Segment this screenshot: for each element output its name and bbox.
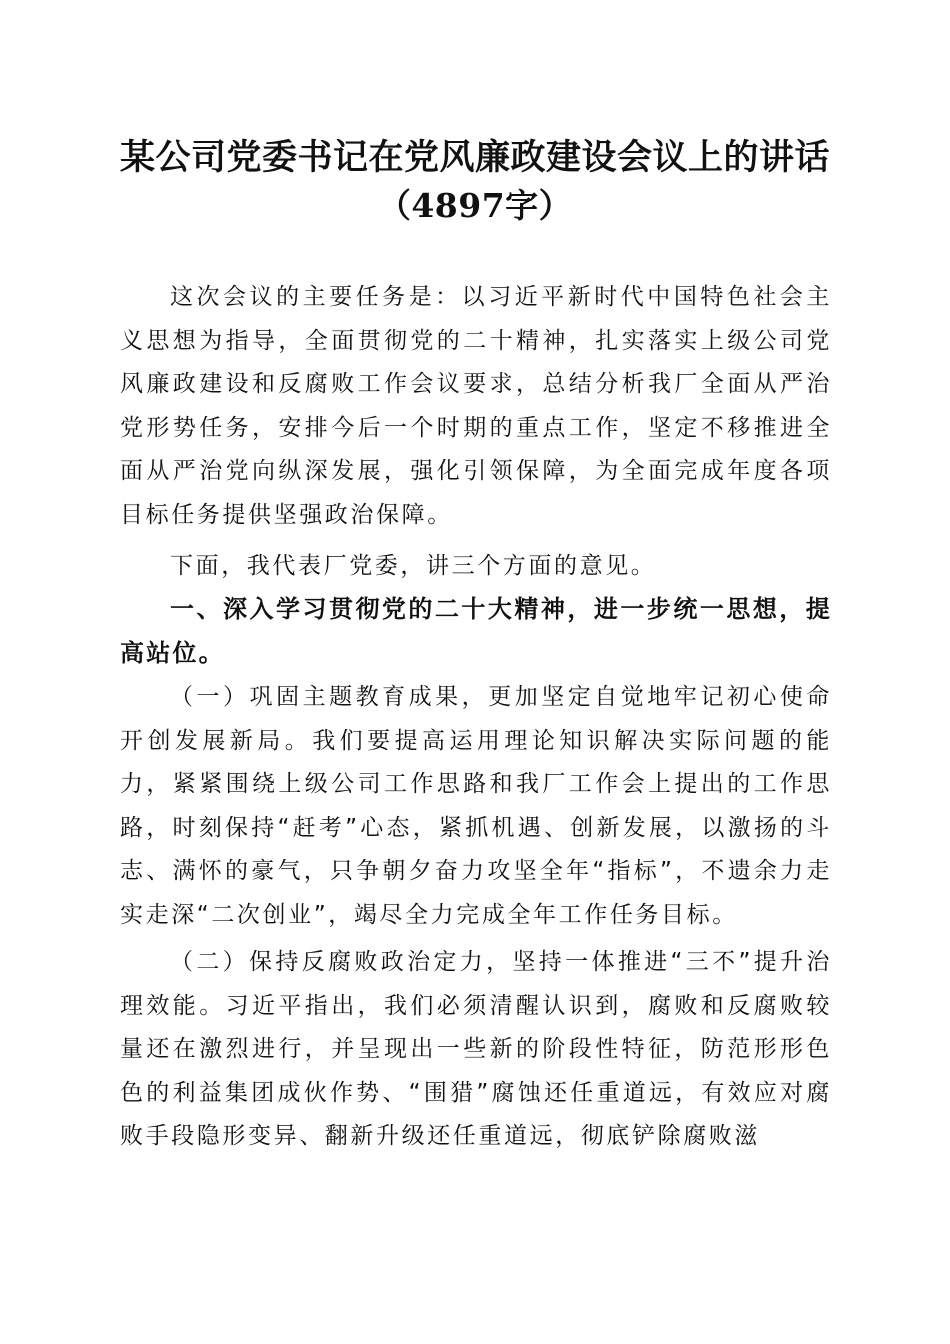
document-title: 某公司党委书记在党风廉政建设会议上的讲话 xyxy=(119,137,830,178)
paragraph-intro: 这次会议的主要任务是：以习近平新时代中国特色社会主义思想为指导，全面贯彻党的二十精神，扎实落实上级公司党风廉政建设和反腐败工作会议要求，总结分析我厂全面从严治党形势任务，安排今后一个时期的重点工作，坚定不移推进全面从严治党向纵深发展，强化引领保障，为全面完成年度各项目标任务提供坚强政治保障。 xyxy=(120,284,832,528)
section-1-1-body: 我们要提高运用理论知识解决实际问题的能力，紧紧围绕上级公司工作思路和我厂工作会上提出的工作思路，时刻保持“赶考”心态，紧抓机遇、创新发展，以激扬的斗志、满怀的豪气，只争朝夕奋力攻坚全年“指标”，不遗余力走实走深“二次创业”，竭尽全力完成全年工作任务目标。 xyxy=(120,727,833,928)
paragraph-section-1-2 xyxy=(120,941,832,1159)
section-heading-1: 一、深入学习贯彻党的二十大精神，进一步统一思想，提高站位。 xyxy=(120,595,832,667)
section-1-2-label: （二）保持反腐败政治定力，坚持一体推进“三不”提升治理效能。 xyxy=(120,949,832,1019)
paragraph-transition: 下面，我代表厂党委，讲三个方面的意见。 xyxy=(170,553,657,579)
section-1-1-label: （一）巩固主题教育成果，更加坚定自觉地牢记初心使命开创发展新局。 xyxy=(120,684,832,754)
paragraph-section-1-1 xyxy=(120,676,832,937)
section-1-2-body: 习近平指出，我们必须清醒认识到，腐败和反腐败较量还在激烈进行，并呈现出一些新的阶段性特征，防范形形色色的利益集团成伙作势、“围猎”腐蚀还任重道远，有效应对腐败手段隐形变异、翻新升级还任重道远，彻底铲除腐败滋 xyxy=(120,992,832,1149)
document-subtitle: （4897字） xyxy=(377,186,573,225)
